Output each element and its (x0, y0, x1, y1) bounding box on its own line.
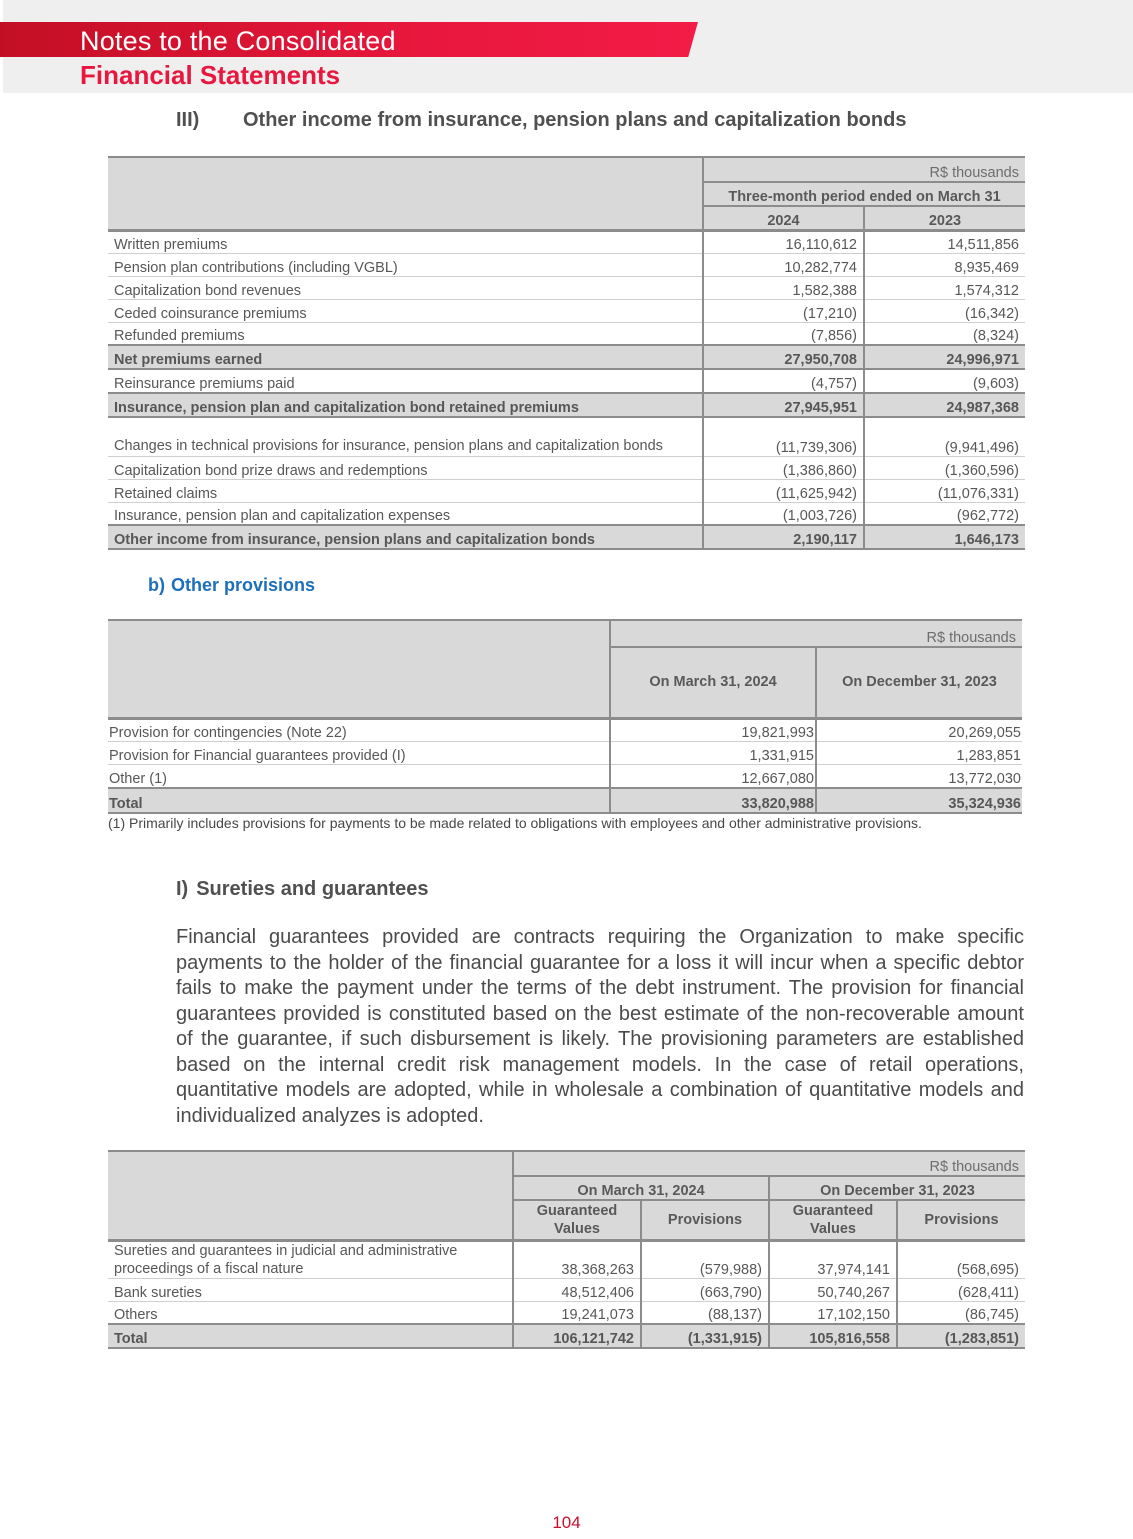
footnote: (1) Primarily includes provisions for payments to be made related to obligations with employees and other administrative provisions. (108, 815, 922, 831)
total-row (108, 1324, 1025, 1348)
section-b-letter: b) (148, 575, 165, 595)
row-value-2023: 24,987,368 (864, 393, 1025, 417)
row-provisions-2024: (1,331,915) (641, 1324, 769, 1348)
table-corner (108, 620, 610, 718)
row-value-2024: (7,856) (703, 322, 864, 345)
row-guaranteed-2024: 19,241,073 (513, 1301, 641, 1324)
other-provisions-table (108, 619, 1022, 814)
row-value-2023: (11,076,331) (864, 479, 1025, 502)
section-b-title-text: Other provisions (171, 575, 316, 595)
row-label: Changes in technical provisions for insurance, pension plans and capitalization bonds (108, 417, 703, 456)
row-value-march-2024: 12,667,080 (610, 764, 816, 788)
section-iii-title-text: Other income from insurance, pension plans and capitalization bonds (243, 109, 907, 131)
row-guaranteed-2023: 105,816,558 (769, 1324, 897, 1348)
subtotal-row (108, 345, 1025, 369)
row-label: Other (1) (108, 764, 610, 788)
row-provisions-2024: (88,137) (641, 1301, 769, 1324)
row-label: Refunded premiums (108, 322, 703, 345)
row-label: Insurance, pension plan and capitalization bond retained premiums (108, 393, 703, 417)
row-value-2024: (17,210) (703, 299, 864, 322)
table-row (108, 456, 1025, 479)
table-row (108, 230, 1025, 253)
row-value-2024: (11,625,942) (703, 479, 864, 502)
row-value-2023: 1,646,173 (864, 525, 1025, 549)
row-value-december-2023: 13,772,030 (816, 764, 1022, 788)
table-row (108, 718, 1022, 741)
provisions-header: Provisions (897, 1200, 1025, 1240)
row-provisions-2023: (86,745) (897, 1301, 1025, 1324)
row-value-2023: 8,935,469 (864, 253, 1025, 276)
table-row (108, 479, 1025, 502)
row-label: Ceded coinsurance premiums (108, 299, 703, 322)
section-iii-title (176, 109, 906, 132)
row-provisions-2023: (1,283,851) (897, 1324, 1025, 1348)
row-guaranteed-2024: 106,121,742 (513, 1324, 641, 1348)
section-iii-number: III) (176, 109, 200, 131)
unit-label: R$ thousands (703, 157, 1025, 182)
table-row (108, 417, 1025, 456)
row-value-2023: 14,511,856 (864, 230, 1025, 253)
table-row (108, 1278, 1025, 1301)
total-row (108, 525, 1025, 549)
row-value-2024: (1,386,860) (703, 456, 864, 479)
section-i-title (176, 878, 429, 901)
row-value-december-2023: 35,324,936 (816, 788, 1022, 813)
period-march-2024-header: On March 31, 2024 (513, 1176, 769, 1200)
table-row (108, 322, 1025, 345)
table-row (108, 276, 1025, 299)
row-label: Capitalization bond revenues (108, 276, 703, 299)
row-value-2024: 27,950,708 (703, 345, 864, 369)
row-value-2023: (9,603) (864, 369, 1025, 393)
row-label: Others (108, 1301, 513, 1324)
row-provisions-2024: (663,790) (641, 1278, 769, 1301)
page-number: 104 (552, 1513, 581, 1532)
row-label: Capitalization bond prize draws and redemptions (108, 456, 703, 479)
row-label: Retained claims (108, 479, 703, 502)
row-label: Bank sureties (108, 1278, 513, 1301)
row-provisions-2024: (579,988) (641, 1240, 769, 1278)
row-value-2023: (1,360,596) (864, 456, 1025, 479)
col-december-2023-header: On December 31, 2023 (816, 647, 1022, 718)
header-title-line1: Notes to the Consolidated (80, 26, 396, 56)
period-december-2023-header: On December 31, 2023 (769, 1176, 1025, 1200)
row-value-2023: (962,772) (864, 502, 1025, 525)
guarantees-paragraph: Financial guarantees provided are contracts requiring the Organization to make specific payments to the holder of the financial guarantee for a loss it will incur when a specific debtor fails to make the payment under the terms of the debt instrument. The provision for financial guarantees provided is constituted based on the best estimate of the non-recoverable amount of the guarantee, if such disbursement is likely. The provisioning parameters are established based on the internal credit risk management models. In the case of retail operations, quantitative models are adopted, while in wholesale a combination of quantitative models and individualized analyzes is adopted. (176, 926, 1024, 1127)
row-value-2023: (9,941,496) (864, 417, 1025, 456)
row-guaranteed-2023: 17,102,150 (769, 1301, 897, 1324)
row-value-december-2023: 1,283,851 (816, 741, 1022, 764)
row-guaranteed-2024: 38,368,263 (513, 1240, 641, 1278)
table-row (108, 1301, 1025, 1324)
subtotal-row (108, 393, 1025, 417)
table-row (108, 369, 1025, 393)
guaranteed-values-header: Guaranteed Values (769, 1200, 897, 1240)
unit-label: R$ thousands (513, 1151, 1025, 1176)
unit-label: R$ thousands (610, 620, 1022, 647)
row-value-december-2023: 20,269,055 (816, 718, 1022, 741)
header-title-line2: Financial Statements (80, 60, 341, 90)
sureties-table (108, 1150, 1025, 1349)
table-corner (108, 1151, 513, 1240)
row-label: Provision for Financial guarantees provided (I) (108, 741, 610, 764)
row-guaranteed-2023: 37,974,141 (769, 1240, 897, 1278)
table-row (108, 741, 1022, 764)
section-i-number: I) (176, 878, 189, 900)
row-label: Net premiums earned (108, 345, 703, 369)
row-label: Total (108, 788, 610, 813)
other-income-table (108, 156, 1025, 550)
row-label: Total (108, 1324, 513, 1348)
row-value-2024: (11,739,306) (703, 417, 864, 456)
row-guaranteed-2024: 48,512,406 (513, 1278, 641, 1301)
row-value-2024: 1,582,388 (703, 276, 864, 299)
section-b-title (148, 575, 315, 596)
row-value-2023: (16,342) (864, 299, 1025, 322)
guaranteed-values-header: Guaranteed Values (513, 1200, 641, 1240)
total-row (108, 788, 1022, 813)
row-value-march-2024: 1,331,915 (610, 741, 816, 764)
row-label: Provision for contingencies (Note 22) (108, 718, 610, 741)
table-row (108, 253, 1025, 276)
row-value-2024: 10,282,774 (703, 253, 864, 276)
row-label: Insurance, pension plan and capitalization expenses (108, 502, 703, 525)
table-row (108, 1240, 1025, 1278)
row-label: Sureties and guarantees in judicial and administrative proceedings of a fiscal nature (108, 1240, 513, 1278)
row-guaranteed-2023: 50,740,267 (769, 1278, 897, 1301)
row-value-2024: (1,003,726) (703, 502, 864, 525)
row-value-2024: 2,190,117 (703, 525, 864, 549)
row-value-2023: 24,996,971 (864, 345, 1025, 369)
row-label: Other income from insurance, pension plans and capitalization bonds (108, 525, 703, 549)
table-row (108, 502, 1025, 525)
row-value-2023: (8,324) (864, 322, 1025, 345)
row-value-march-2024: 19,821,993 (610, 718, 816, 741)
row-value-2024: 27,945,951 (703, 393, 864, 417)
section-i-title-text: Sureties and guarantees (196, 878, 429, 900)
period-header: Three-month period ended on March 31 (703, 182, 1025, 206)
row-provisions-2023: (628,411) (897, 1278, 1025, 1301)
row-value-2024: 16,110,612 (703, 230, 864, 253)
col-march-2024-header: On March 31, 2024 (610, 647, 816, 718)
table-row (108, 299, 1025, 322)
table-corner (108, 157, 703, 230)
provisions-header: Provisions (641, 1200, 769, 1240)
row-value-march-2024: 33,820,988 (610, 788, 816, 813)
year-2023-header: 2023 (864, 206, 1025, 230)
row-provisions-2023: (568,695) (897, 1240, 1025, 1278)
table-row (108, 764, 1022, 788)
row-label: Reinsurance premiums paid (108, 369, 703, 393)
row-value-2023: 1,574,312 (864, 276, 1025, 299)
row-label: Written premiums (108, 230, 703, 253)
row-label: Pension plan contributions (including VGBL) (108, 253, 703, 276)
row-value-2024: (4,757) (703, 369, 864, 393)
year-2024-header: 2024 (703, 206, 864, 230)
